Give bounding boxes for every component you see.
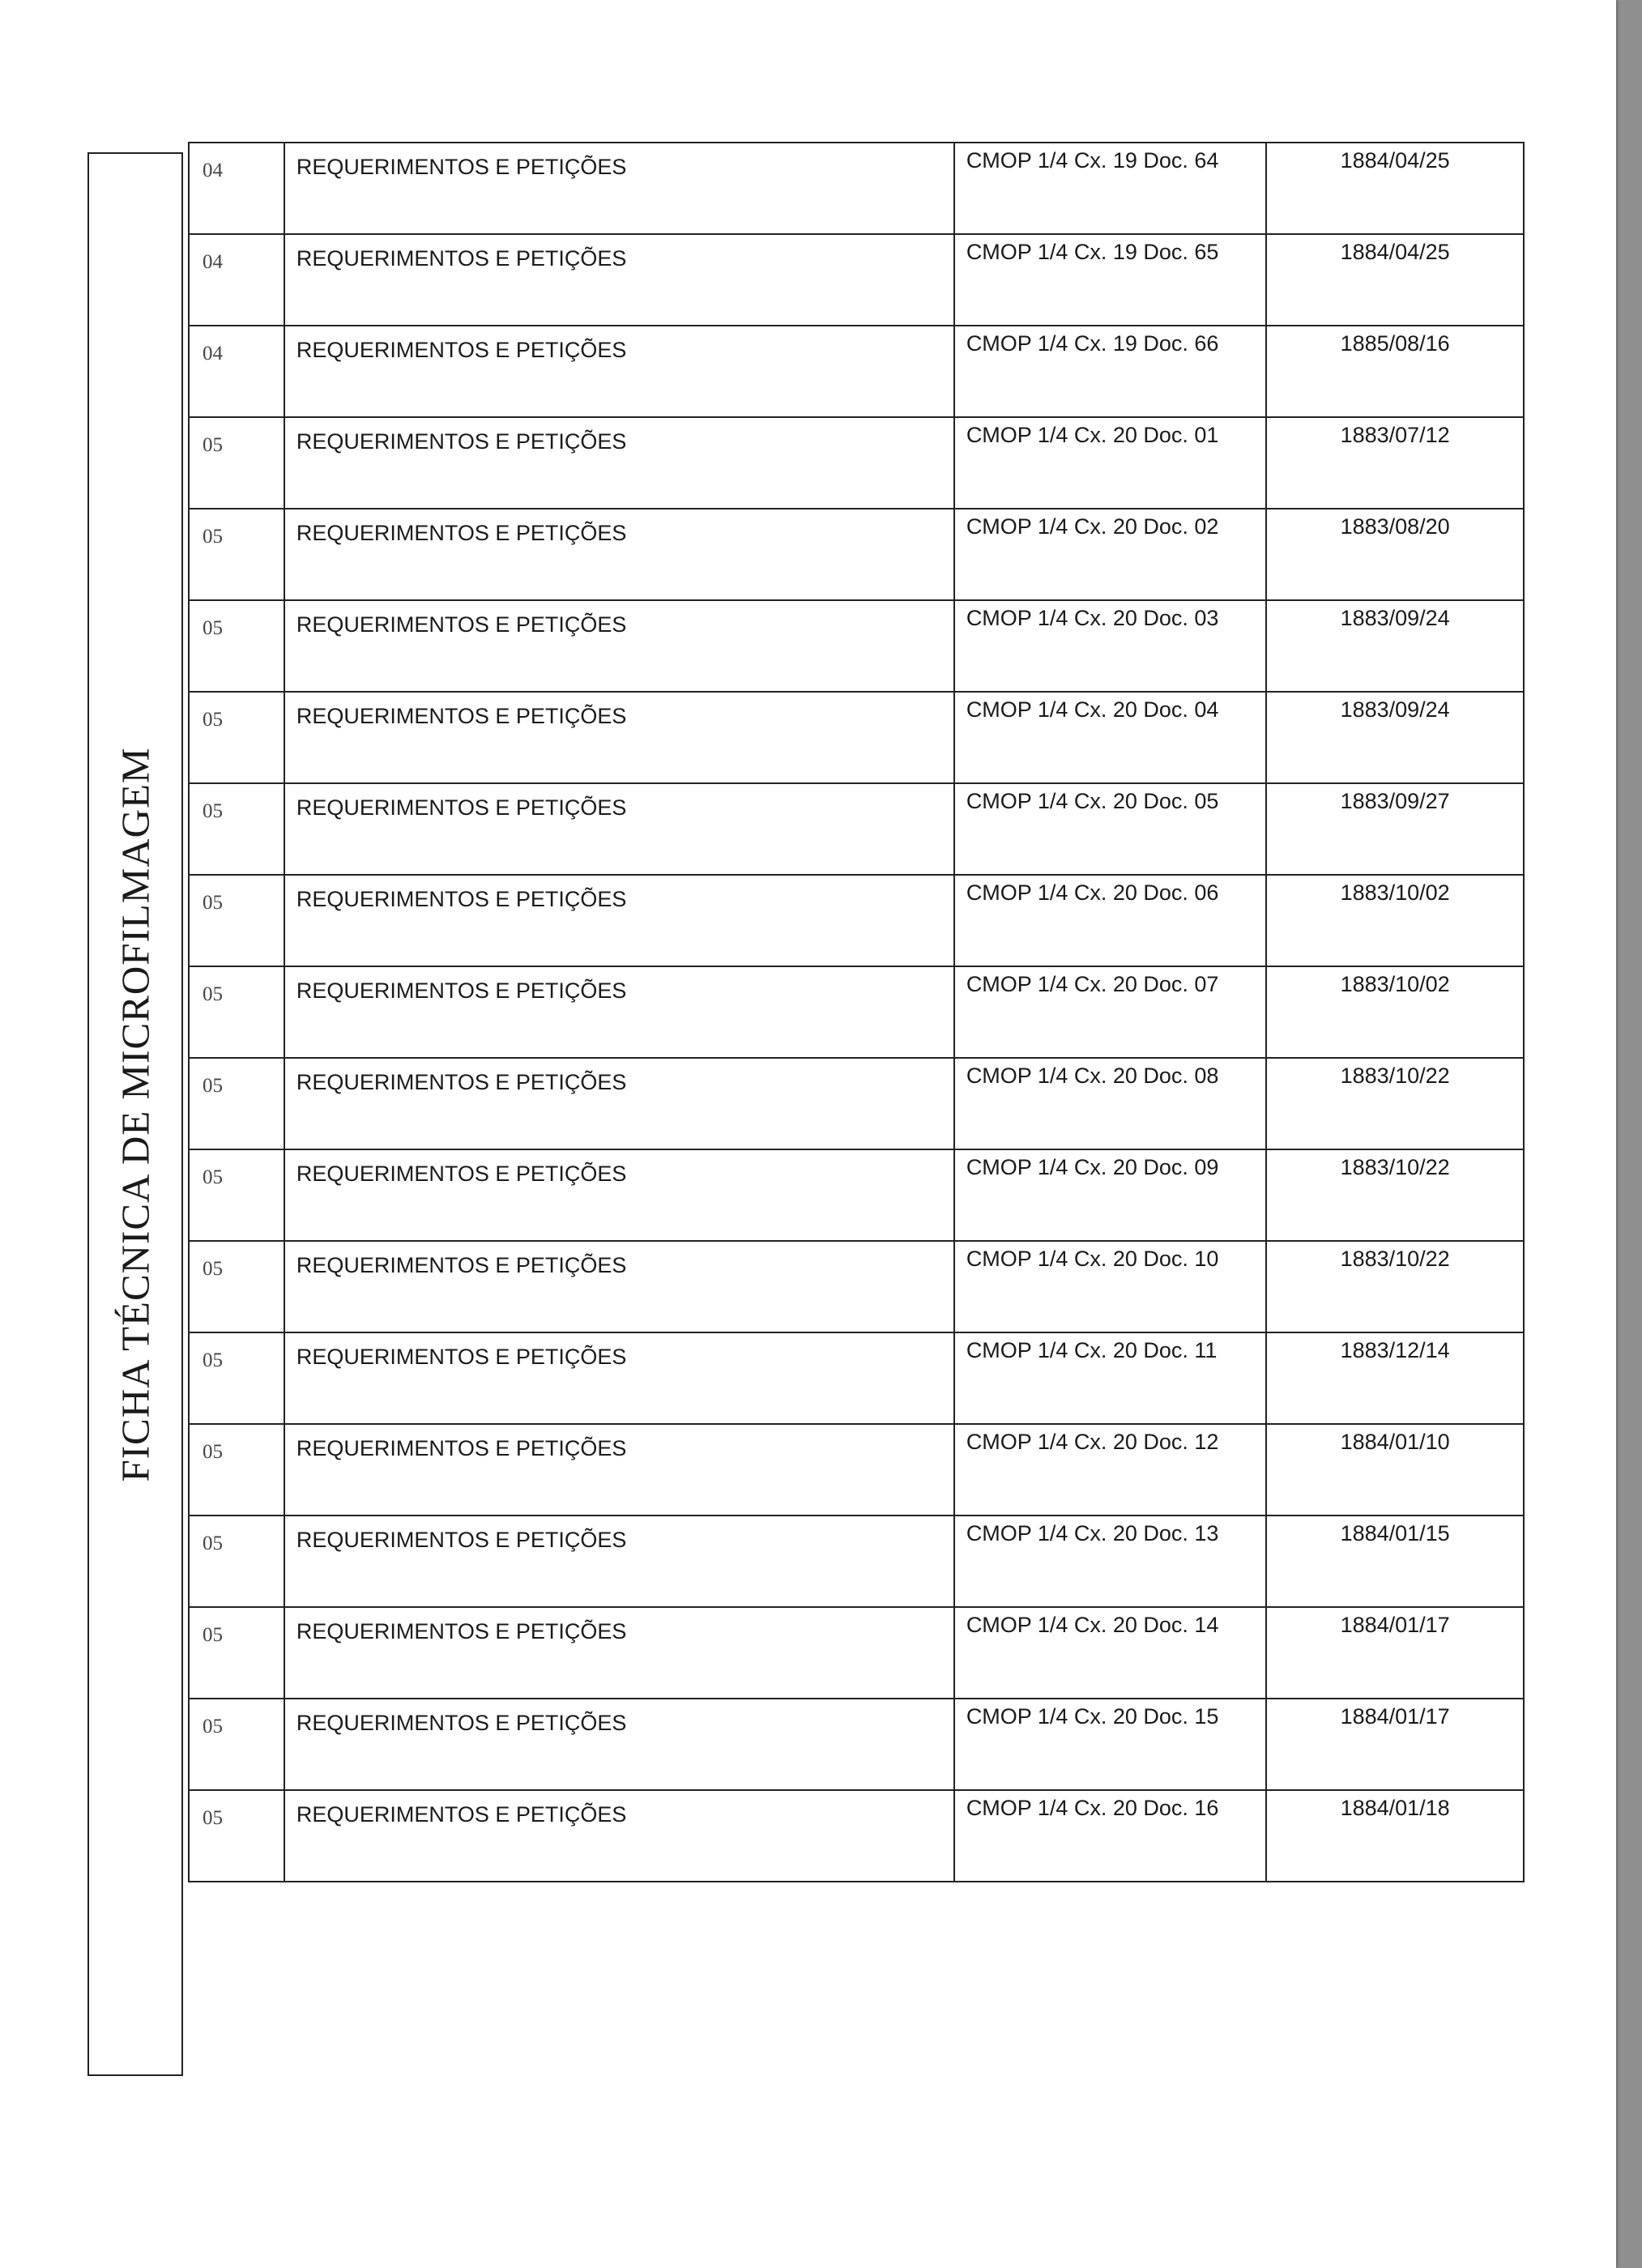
row-number: 05 <box>189 1241 284 1332</box>
row-number: 05 <box>189 1149 284 1241</box>
row-date: 1884/01/17 <box>1266 1607 1524 1699</box>
row-reference: CMOP 1/4 Cx. 19 Doc. 66 <box>954 326 1266 417</box>
row-description: REQUERIMENTOS E PETIÇÕES <box>284 1241 954 1332</box>
table-row <box>189 966 1524 1058</box>
row-date: 1884/01/18 <box>1266 1790 1524 1882</box>
row-description: REQUERIMENTOS E PETIÇÕES <box>284 234 954 326</box>
table-row <box>189 600 1524 692</box>
row-reference: CMOP 1/4 Cx. 20 Doc. 07 <box>954 966 1266 1058</box>
table-row <box>189 1149 1524 1241</box>
row-reference: CMOP 1/4 Cx. 20 Doc. 15 <box>954 1699 1266 1790</box>
row-number: 05 <box>189 966 284 1058</box>
row-reference: CMOP 1/4 Cx. 20 Doc. 01 <box>954 417 1266 509</box>
table-row <box>189 1241 1524 1332</box>
row-description: REQUERIMENTOS E PETIÇÕES <box>284 1699 954 1790</box>
row-date: 1883/09/27 <box>1266 783 1524 875</box>
row-reference: CMOP 1/4 Cx. 20 Doc. 09 <box>954 1149 1266 1241</box>
row-description: REQUERIMENTOS E PETIÇÕES <box>284 966 954 1058</box>
row-reference: CMOP 1/4 Cx. 20 Doc. 12 <box>954 1424 1266 1516</box>
row-number: 05 <box>189 1058 284 1149</box>
row-description: REQUERIMENTOS E PETIÇÕES <box>284 417 954 509</box>
row-description: REQUERIMENTOS E PETIÇÕES <box>284 600 954 692</box>
row-date: 1883/12/14 <box>1266 1332 1524 1424</box>
row-date: 1883/07/12 <box>1266 417 1524 509</box>
row-number: 05 <box>189 600 284 692</box>
row-description: REQUERIMENTOS E PETIÇÕES <box>284 875 954 966</box>
row-reference: CMOP 1/4 Cx. 20 Doc. 10 <box>954 1241 1266 1332</box>
side-title-frame <box>87 152 183 2076</box>
row-number: 05 <box>189 417 284 509</box>
row-number: 05 <box>189 1607 284 1699</box>
table-row <box>189 1424 1524 1516</box>
row-description: REQUERIMENTOS E PETIÇÕES <box>284 509 954 600</box>
row-reference: CMOP 1/4 Cx. 20 Doc. 16 <box>954 1790 1266 1882</box>
table-row <box>189 1332 1524 1424</box>
row-date: 1884/04/25 <box>1266 143 1524 234</box>
table-row <box>189 875 1524 966</box>
row-description: REQUERIMENTOS E PETIÇÕES <box>284 1424 954 1516</box>
row-number: 05 <box>189 1699 284 1790</box>
row-date: 1883/10/02 <box>1266 875 1524 966</box>
table-row <box>189 509 1524 600</box>
table-row <box>189 234 1524 326</box>
row-description: REQUERIMENTOS E PETIÇÕES <box>284 1058 954 1149</box>
row-date: 1883/10/02 <box>1266 966 1524 1058</box>
row-date: 1883/10/22 <box>1266 1149 1524 1241</box>
row-description: REQUERIMENTOS E PETIÇÕES <box>284 692 954 783</box>
row-number: 05 <box>189 1516 284 1607</box>
row-number: 05 <box>189 1790 284 1882</box>
row-description: REQUERIMENTOS E PETIÇÕES <box>284 1607 954 1699</box>
row-date: 1884/01/17 <box>1266 1699 1524 1790</box>
row-reference: CMOP 1/4 Cx. 20 Doc. 13 <box>954 1516 1266 1607</box>
row-date: 1883/08/20 <box>1266 509 1524 600</box>
row-description: REQUERIMENTOS E PETIÇÕES <box>284 1149 954 1241</box>
row-number: 05 <box>189 783 284 875</box>
row-date: 1884/04/25 <box>1266 234 1524 326</box>
row-number: 05 <box>189 509 284 600</box>
row-reference: CMOP 1/4 Cx. 20 Doc. 05 <box>954 783 1266 875</box>
row-date: 1885/08/16 <box>1266 326 1524 417</box>
row-reference: CMOP 1/4 Cx. 20 Doc. 03 <box>954 600 1266 692</box>
row-description: REQUERIMENTOS E PETIÇÕES <box>284 783 954 875</box>
records-table <box>188 142 1525 1882</box>
table-row <box>189 1058 1524 1149</box>
row-date: 1883/10/22 <box>1266 1241 1524 1332</box>
row-date: 1884/01/15 <box>1266 1516 1524 1607</box>
row-number: 05 <box>189 1424 284 1516</box>
row-number: 04 <box>189 326 284 417</box>
row-reference: CMOP 1/4 Cx. 19 Doc. 64 <box>954 143 1266 234</box>
table-row <box>189 326 1524 417</box>
table-row <box>189 1699 1524 1790</box>
row-reference: CMOP 1/4 Cx. 19 Doc. 65 <box>954 234 1266 326</box>
row-reference: CMOP 1/4 Cx. 20 Doc. 02 <box>954 509 1266 600</box>
row-number: 05 <box>189 1332 284 1424</box>
row-reference: CMOP 1/4 Cx. 20 Doc. 08 <box>954 1058 1266 1149</box>
row-number: 04 <box>189 234 284 326</box>
row-reference: CMOP 1/4 Cx. 20 Doc. 04 <box>954 692 1266 783</box>
row-description: REQUERIMENTOS E PETIÇÕES <box>284 1516 954 1607</box>
row-reference: CMOP 1/4 Cx. 20 Doc. 11 <box>954 1332 1266 1424</box>
table-row <box>189 1607 1524 1699</box>
table-row <box>189 1790 1524 1882</box>
table-row <box>189 692 1524 783</box>
row-number: 04 <box>189 143 284 234</box>
row-date: 1883/09/24 <box>1266 600 1524 692</box>
row-description: REQUERIMENTOS E PETIÇÕES <box>284 1332 954 1424</box>
row-date: 1883/09/24 <box>1266 692 1524 783</box>
row-description: REQUERIMENTOS E PETIÇÕES <box>284 1790 954 1882</box>
row-number: 05 <box>189 875 284 966</box>
row-description: REQUERIMENTOS E PETIÇÕES <box>284 143 954 234</box>
row-date: 1883/10/22 <box>1266 1058 1524 1149</box>
row-date: 1884/01/10 <box>1266 1424 1524 1516</box>
table-row <box>189 143 1524 234</box>
records-table-body <box>189 143 1524 1882</box>
table-row <box>189 1516 1524 1607</box>
row-reference: CMOP 1/4 Cx. 20 Doc. 06 <box>954 875 1266 966</box>
side-title: FICHA TÉCNICA DE MICROFILMAGEM <box>113 746 158 1482</box>
row-reference: CMOP 1/4 Cx. 20 Doc. 14 <box>954 1607 1266 1699</box>
row-description: REQUERIMENTOS E PETIÇÕES <box>284 326 954 417</box>
table-row <box>189 783 1524 875</box>
table-row <box>189 417 1524 509</box>
row-number: 05 <box>189 692 284 783</box>
